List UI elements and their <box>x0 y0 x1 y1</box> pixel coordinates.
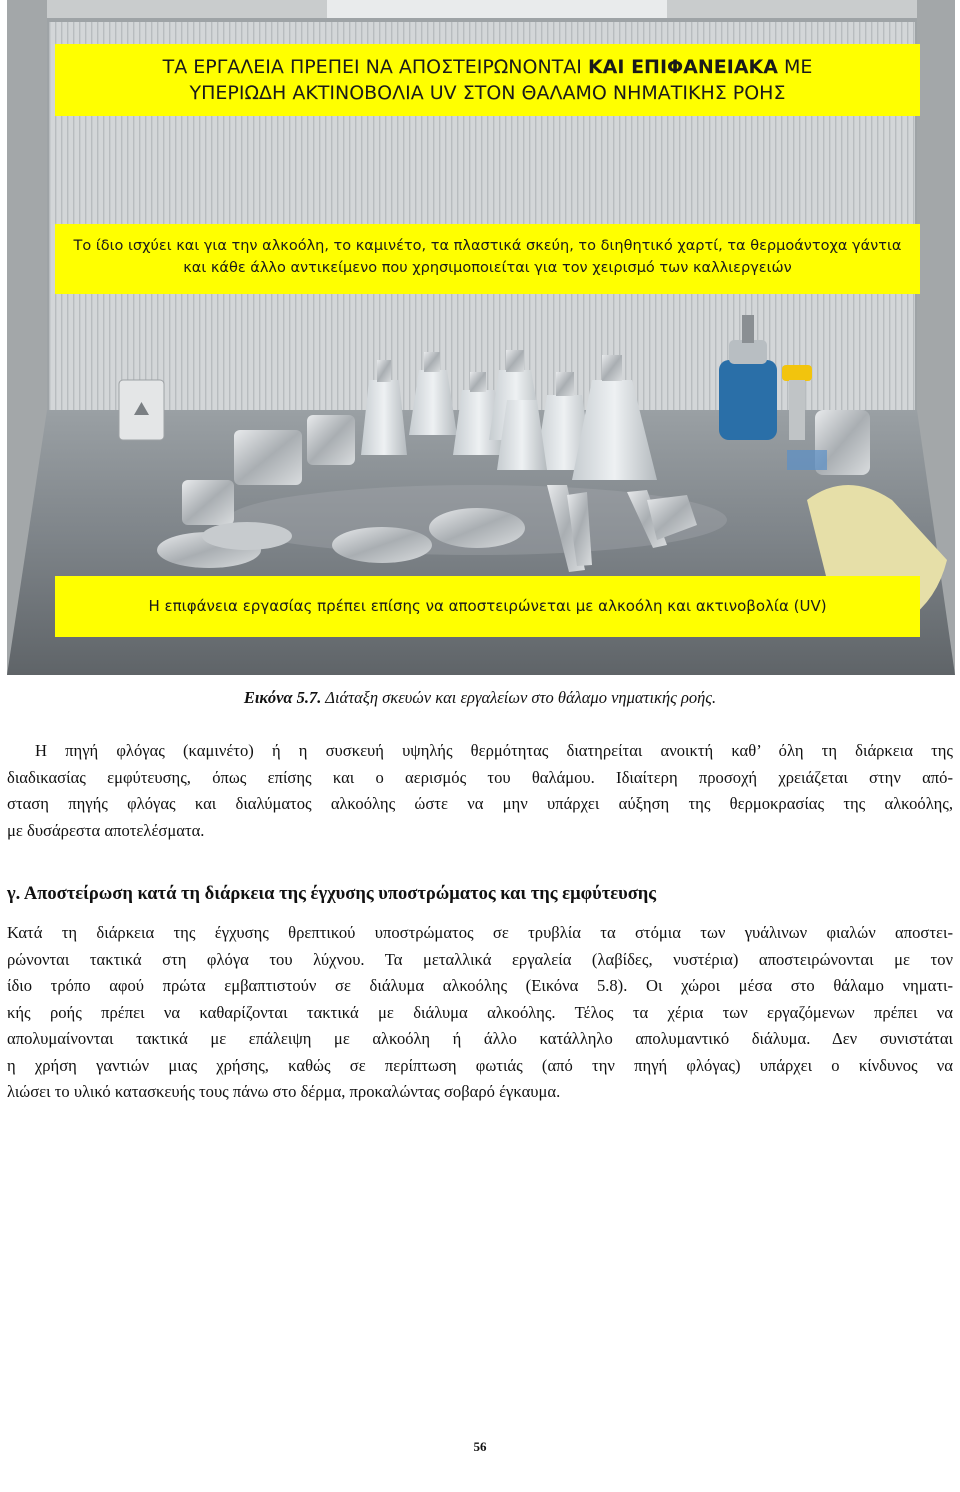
uv-lamp <box>327 0 667 18</box>
banner-equipment-note: Το ίδιο ισχύει και για την αλκοόλη, το καμινέτο, τα πλαστικά σκεύη, το διηθητικό χαρτί, τα θερμοάντοχα γάντια και κάθε άλλο αντικείμενο που χρησιμοποιείται για τον χειρισμό των καλλιεργειών <box>55 224 920 294</box>
figure-caption <box>0 688 960 708</box>
figure-photo <box>7 0 955 675</box>
foil-beaker <box>234 430 302 485</box>
figure-caption-text: Διάταξη σκευών και εργαλείων στο θάλαμο νηματικής ροής. <box>325 688 717 707</box>
banner-surface-note: Η επιφάνεια εργασίας πρέπει επίσης να αποστειρώνεται με αλκοόλη και ακτινοβολία (UV) <box>55 576 920 637</box>
paragraph-sterilization: Κατά τη διάρκεια της έγχυσης θρεπτικού υποστρώματος σε τρυβλία τα στόμια των γυάλινων φιαλών αποστει- ρώνονται τακτικά στη φλόγα του λύχνου. Τα μεταλλικά εργαλεία (λαβίδες, νυστέρια) αποστειρώνονται με τον ίδιο τρόπο αφού πρώτα εμβαπτιστούν σε διάλυμα αλκοόλης (Εικόνα 5.8). Οι χώροι μέσα στο θάλαμο νηματι- κής ροής πρέπει να καθαρίζονται τακτικά με διάλυμα αλκοόλης. Τέλος τα χέρια των εργαζόμενων πρέπει να απολυμαίνονται τακτικά με επάλειψη με αλκοόλη ή άλλο κατάλληλο απολυμαντικό διάλυμα. Δεν συνιστάται η χρήση γαντιών μιας χρήσης, καθώς σε περίπτωση φωτιάς (από την πηγή φλόγας) υπάρχει ο κίνδυνος να λιώσει το υλικό κατασκευής τους πάνω στο δέρμα, προκαλώντας σοβαρό έγκαυμα. <box>7 923 953 1101</box>
page-number: 56 <box>473 1439 487 1454</box>
section-heading: γ. Αποστείρωση κατά τη διάρκεια της έγχυσης υποστρώματος και της εμφύτευσης <box>7 884 657 904</box>
figure-number: Εικόνα 5.7. <box>243 688 322 707</box>
paragraph-flame-source: Η πηγή φλόγας (καμινέτο) ή η συσκευή υψηλής θερμότητας διατηρείται ανοικτή καθ’ όλη τη διάρκεια της διαδικασίας εμφύτευσης, όπως επίσης και ο αερισμός του θαλάμου. Ιδιαίτερη προσοχή χρειάζεται στην από- σταση πηγής φλόγας και διαλύματος αλκοόλης ώστε να μην υπάρχει αύξηση της θερμοκρασίας της αλκοόλης, με δυσάρεστα αποτελέσματα. <box>7 741 953 840</box>
banner-uv-sterilization: ΤΑ ΕΡΓΑΛΕΙΑ ΠΡΕΠΕΙ ΝΑ ΑΠΟΣΤΕΙΡΩΝΟΝΤΑΙ ΚΑΙ ΕΠΙΦΑΝΕΙΑΚΑ ΜΕ ΥΠΕΡΙΩΔΗ ΑΚΤΙΝΟΒΟΛΙΑ UV ΣΤΟΝ ΘΑΛΑΜΟ ΝΗΜΑΤΙΚΗΣ ΡΟΗΣ <box>55 44 920 116</box>
